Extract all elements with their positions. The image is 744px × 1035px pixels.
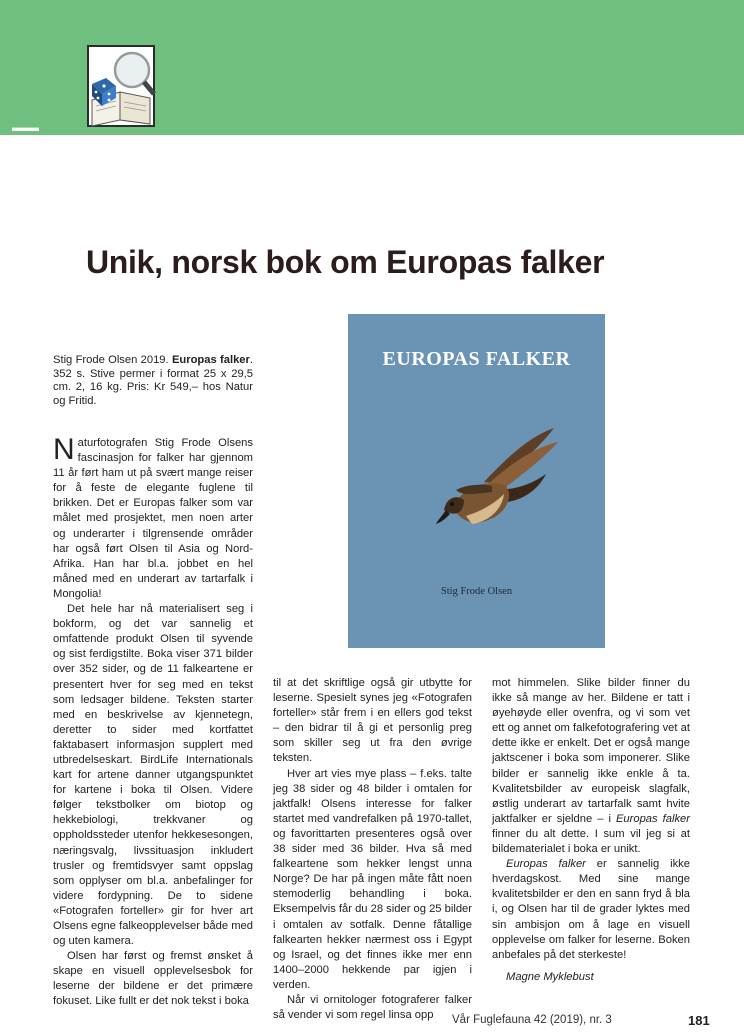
book-info-title: Europas falker: [171, 354, 250, 366]
open-book-dice-magnifier-icon: [86, 44, 158, 130]
col1-p1-text: aturfotografen Stig Frode Olsens fascinasjon for falker har gjennom 11 år ført ham ut på svært mange reiser for å feste de elegante fuglene til brikken. Det er Europas falker som var målet med prosjektet, men noen arter og underarter i tilgrensende områder har også ført Olsen til Asia og Nord-Afrika. Han har bl.a. jobbet en hel måned med en underart av tartarfalk i Mongolia!: [53, 437, 253, 600]
col2-paragraph-1: til at det skriftlige også gir utbytte for leserne. Spesielt synes jeg «Fotografen forteller» står frem i en ellers god tekst – den bidrar til å gi et personlig preg som skiller seg ut fra den øvrige teksten.: [273, 677, 472, 765]
reviewer-signature: Magne Myklebust: [506, 970, 594, 983]
body-column-2: [273, 676, 472, 1023]
col1-paragraph-2: Det hele har nå materialisert seg i bokform, og det var sannelig et omfattende produkt Olsen til syvende og sist ferdigstilte. Boka viser 371 bilder over 352 sider, og de 11 falkeartene er presentert hver for seg med en tekst som ledsager bildene. Teksten starter med en beskrivelse av kjennetegn, deretter to sider med kortfattet faktabasert informasjon supplert med utbredelseskart. BirdLife Internationals kart for artene danner utgangspunktet for kartene i boka til Olsen. Videre følger tekstbolker om biotop og hekkebiologi, trekkvaner og oppholdssteder utenfor hekkesesongen, næringsvalg, livssituasjon inkludert trusler og fremtidsvyer samt oppslag som opplyser om bl.a. anbefalinger for videre fordypning. De to sidene «Fotografen forteller» gir for hver art Olsens egne falkeopplevelser både med og uten kamera.: [53, 603, 253, 948]
section-label: [6, 21, 48, 232]
col2-paragraph-3: Når vi ornitologer fotograferer falker så vender vi som regel linsa opp: [273, 993, 472, 1022]
section-label-rest: delser: [6, 20, 47, 125]
col2-paragraph-2: Hver art vies mye plass – f.eks. talte jeg 38 sider og 48 bilder i omtalen for jaktfalk! Olsens interesse for falker startet med vandrefalken på 1970-tallet, og favorittarten presenteres også over 38 sider med 36 bilder. Hva så med falkeartene som hekker lengst unna Norge? De har på ingen måte fått noen stemoderlig behandling i boka. Eksempelvis får du 28 sider og 25 bilder i omtalen av sotfalk. Denne fåtallige falkearten hekker nærmest oss i Egypt og Israel, og det finnes ikke mer enn 1400–2000 hekkende par igjen i verden.: [273, 767, 472, 991]
book-cover-image: [348, 314, 605, 648]
col3-paragraph-1: [492, 676, 690, 857]
journal-footer: Vår Fuglefauna 42 (2019), nr. 3: [452, 1014, 612, 1026]
section-label-band-part: Anmel: [6, 124, 47, 232]
body-column-1: [53, 433, 253, 1010]
body-column-3: [492, 676, 690, 985]
drop-cap: N: [53, 433, 75, 466]
cover-author: Stig Frode Olsen: [440, 586, 513, 597]
book-info-details: . 352 s. Stive permer i format 25 x 29,5 cm. 2, 16 kg. Pris: Kr 549,– hos Natur og Fritid.: [53, 354, 253, 407]
col1-paragraph-1: [53, 433, 253, 602]
col3-paragraph-2: [492, 857, 690, 963]
col3-p1-em: Europas falker: [615, 812, 690, 825]
cover-title: EUROPAS FALKER: [382, 348, 571, 370]
col3-p1-b: finner du alt dette. I sum vil jeg si at bildematerialet i boka er unikt.: [492, 827, 690, 856]
col3-p1-a: mot himmelen. Slike bilder finner du ikke så mange av her. Bildene er tatt i øyehøyde eller ovenfra, og vi som vet ett og annet om falkefotografering vet at dette ikke er enkelt. Det er også mange jaktscener i boka som imponerer. Slike bilder er sannelig ikke enkle å ta. Kvalitetsbilder av europeisk slagfalk, østlig underart av tartarfalk samt hvite jaktfalker er sjeldne – i: [492, 677, 690, 825]
col3-p2-rest: er sannelig ikke hverdagskost. Med sine mange kvalitetsbilder er den en sann fryd å bla i, og Olsen har til de grader lyktes med sin ambisjon om å lage en visuell opplevelse om falker for leserne. Boken anbefales på det sterkeste!: [492, 858, 690, 961]
book-info-lead: Stig Frode Olsen 2019.: [53, 354, 172, 366]
col3-p2-em: Europas falker: [506, 858, 586, 871]
book-info: [53, 354, 253, 408]
page-number: 181: [688, 1013, 710, 1028]
falcon-illustration: [422, 422, 562, 552]
article-headline: Unik, norsk bok om Europas falker: [86, 244, 605, 280]
col1-paragraph-3: Olsen har først og fremst ønsket å skape en visuell opplevelsesbok for leserne der bildene er det primære fokuset. Like fullt er det nok tekst i boka: [53, 950, 253, 1008]
